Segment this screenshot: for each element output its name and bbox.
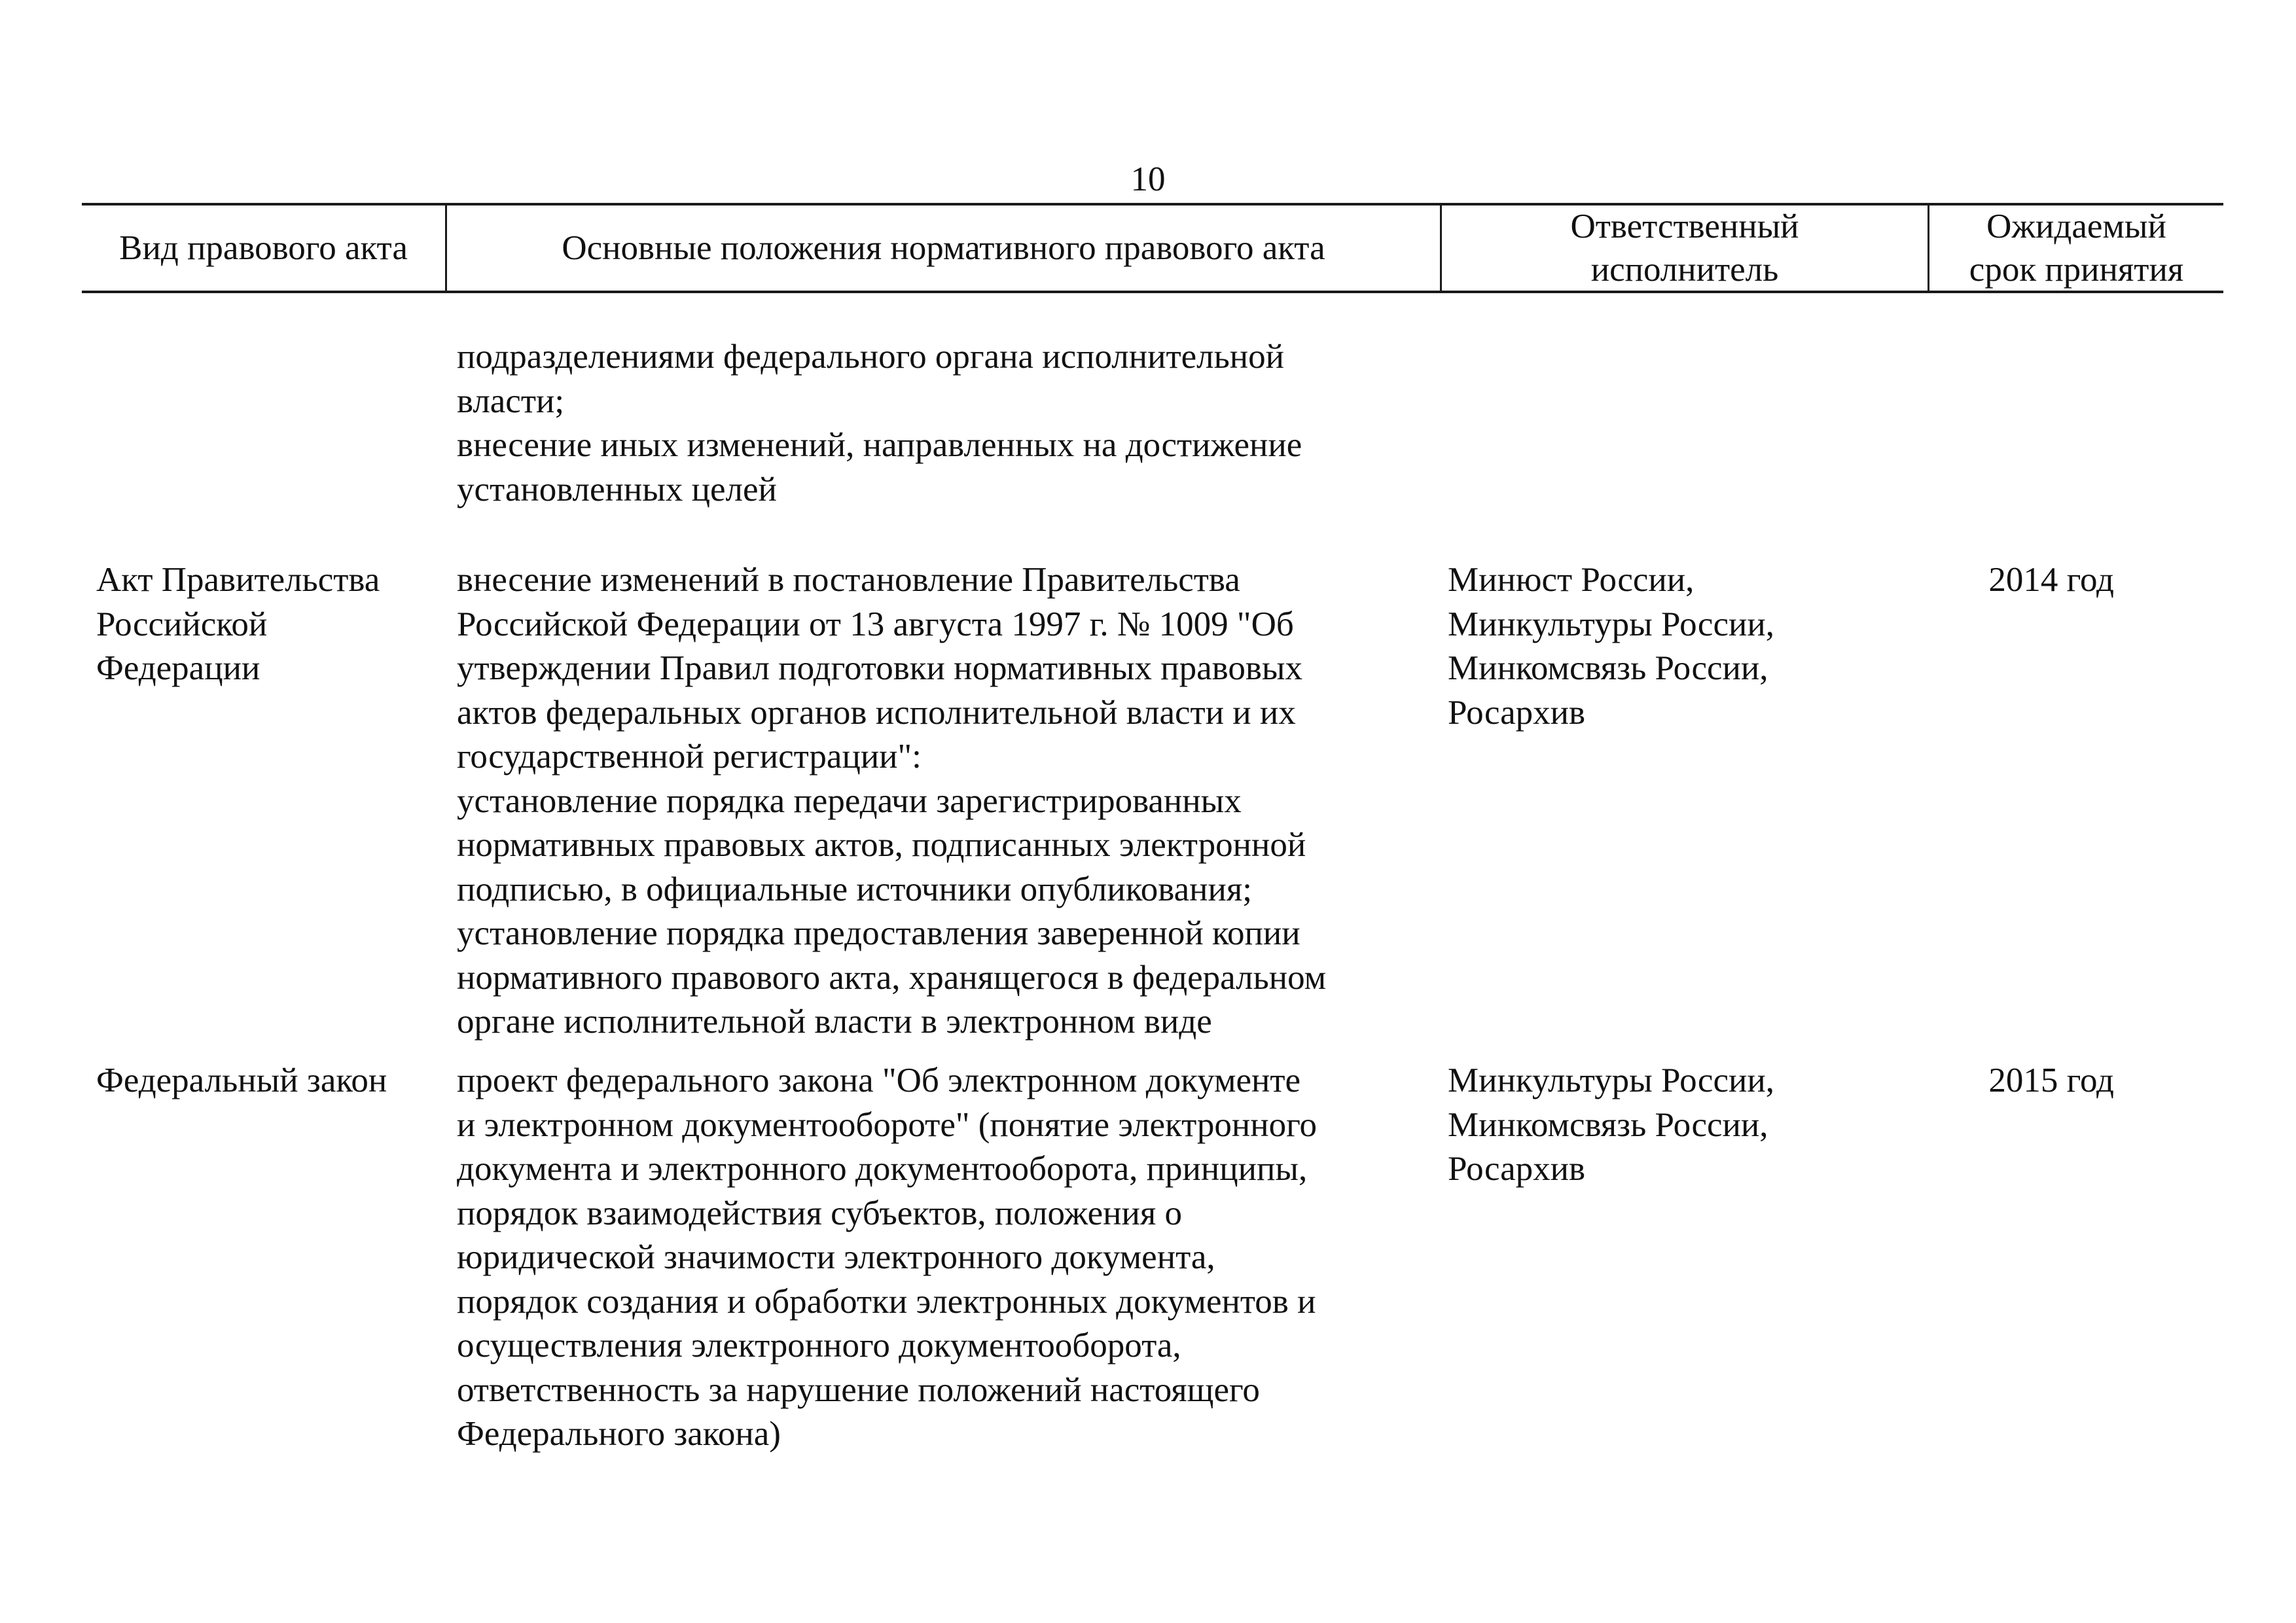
row-deadline-text: 2014 год bbox=[1988, 561, 2114, 599]
header-deadline bbox=[1928, 205, 2223, 291]
row-responsible-text: Минкультуры России, Минкомсвязь России, Росархив bbox=[1448, 1061, 1774, 1188]
row-act-type-text: Акт Правительства Российской Федерации bbox=[96, 561, 380, 687]
header-deadline-line1: Ожидаемый bbox=[1986, 207, 2166, 245]
table-header bbox=[82, 203, 2223, 293]
table-row-1-responsible bbox=[1448, 558, 1893, 735]
table-row-2-responsible bbox=[1448, 1059, 1893, 1192]
header-responsible-line1: Ответственный bbox=[1570, 207, 1799, 245]
table-row-2-deadline bbox=[1898, 1059, 2193, 1103]
header-act-type bbox=[82, 205, 445, 291]
table-row-2-act-type bbox=[96, 1059, 437, 1103]
row-act-type-text: Федеральный закон bbox=[96, 1061, 387, 1099]
table-row-1-deadline bbox=[1898, 558, 2193, 603]
header-responsible bbox=[1440, 205, 1928, 291]
header-responsible-line2: исполнитель bbox=[1590, 251, 1779, 289]
table-row-1-provisions bbox=[457, 558, 1439, 1044]
header-act-type-label: Вид правового акта bbox=[119, 229, 408, 267]
header-provisions bbox=[445, 205, 1440, 291]
table-row-continuation-provisions bbox=[457, 335, 1439, 512]
row-provisions-text: проект федерального закона "Об электронном документе и электронном документообороте" (понятие электронного документа и электронного документооборота, принципы, порядок взаимодействия субъектов, положения о юридической значимости электронного документа, порядок создания и обработки электронных документов и осуществления электронного документооборота, ответственность за нарушение положений настоящего Федерального закона) bbox=[457, 1061, 1318, 1453]
header-provisions-label: Основные положения нормативного правового акта bbox=[562, 229, 1325, 267]
page-number: 10 bbox=[1130, 160, 1166, 198]
row-provisions-text: подразделениями федерального органа исполнительной власти; внесение иных изменений, направленных на достижение установленных целей bbox=[457, 338, 1302, 508]
row-responsible-text: Минюст России, Минкультуры России, Минкомсвязь России, Росархив bbox=[1448, 561, 1774, 732]
table-row-1-act-type bbox=[96, 558, 437, 691]
legal-acts-table bbox=[82, 203, 2223, 293]
header-deadline-line2: срок принятия bbox=[1969, 251, 2184, 289]
row-deadline-text: 2015 год bbox=[1988, 1061, 2114, 1099]
row-provisions-text: внесение изменений в постановление Правительства Российской Федерации от 13 августа 1997 г. № 1009 "Об утверждении Правил подготовки нормативных правовых актов федеральных органов исполнительной власти и их государственной регистрации": установление порядка передачи зарегистрированных нормативных правовых актов, подписанных электронной подписью, в официальные источники опубликования; установление порядка предоставления заверенной копии нормативного правового акта, хранящегося в федеральном органе исполнительной власти в электронном виде bbox=[457, 561, 1327, 1041]
table-row-2-provisions bbox=[457, 1059, 1439, 1457]
